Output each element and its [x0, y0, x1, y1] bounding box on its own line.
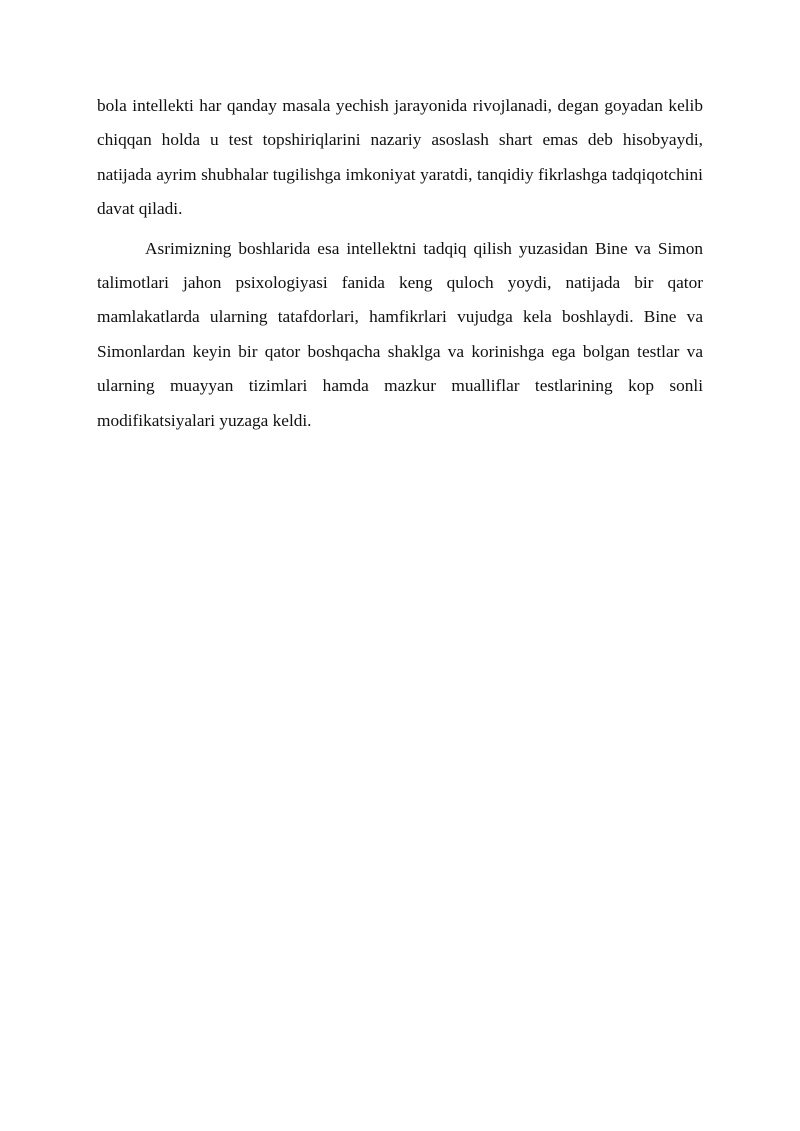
paragraph-continuation: bola intellekti har qanday masala yechish jarayonida rivojlanadi, degan goyadan kelib chiqqan holda u test topshiriqlarini nazariy asoslash shart emas deb hisobyaydi, natijada ayrim shubhalar tugilishga imkoniyat yaratdi, tanqidiy fikrlashga tadqiqotchini davat qiladi. [97, 96, 703, 219]
document-body [97, 89, 703, 438]
paragraph-bine-simon: Asrimizning boshlarida esa intellektni tadqiq qilish yuzasidan Bine va Simon talimotlari jahon psixologiyasi fanida keng quloch yoydi, natijada bir qator mamlakatlarda ularning tatafdorlari, hamfikrlari vujudga kela boshlaydi. Bine va Simonlardan keyin bir qator boshqacha shaklga va korinishga ega bolgan testlar va ularning muayyan tizimlari hamda mazkur mualliflar testlarining kop sonli modifikatsiyalari yuzaga keldi. [97, 238, 703, 430]
